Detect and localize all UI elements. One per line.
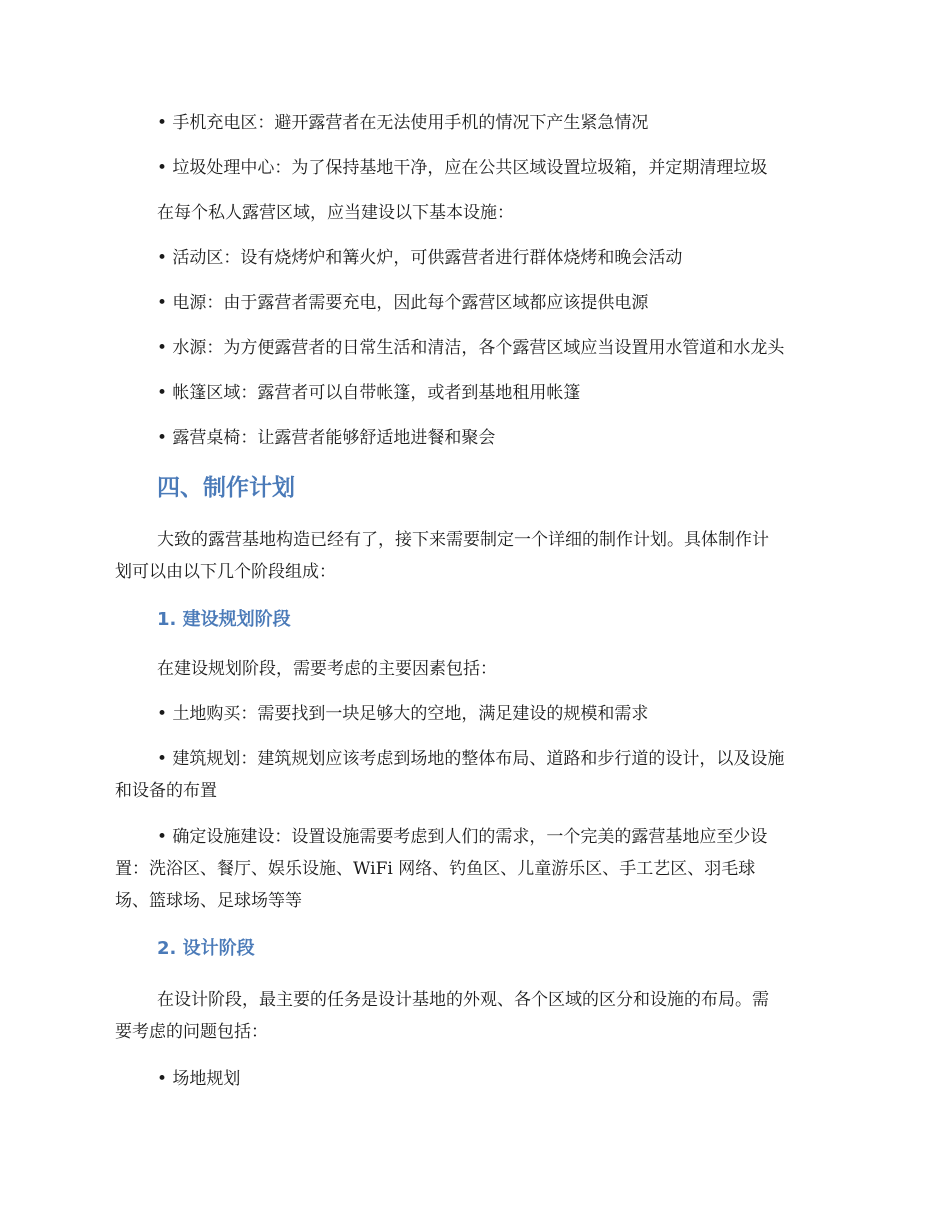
bullet-architecture-line2: 和设备的布置 bbox=[115, 781, 217, 801]
stage2-intro-line2: 要考虑的问题包括： bbox=[115, 1022, 268, 1042]
bullet-activity: • 活动区：设有烧烤炉和篝火炉，可供露营者进行群体烧烤和晚会活动 bbox=[157, 248, 683, 268]
bullet-phone-charging: • 手机充电区：避开露营者在无法使用手机的情况下产生紧急情况 bbox=[157, 113, 649, 133]
section-intro-line2: 划可以由以下几个阶段组成： bbox=[115, 562, 336, 582]
section-heading: 四、制作计划 bbox=[157, 475, 295, 501]
bullet-table: • 露营桌椅：让露营者能够舒适地进餐和聚会 bbox=[157, 428, 496, 448]
bullet-garbage: • 垃圾处理中心：为了保持基地干净，应在公共区域设置垃圾箱，并定期清理垃圾 bbox=[157, 158, 768, 178]
bullet-water: • 水源：为方便露营者的日常生活和清洁，各个露营区域应当设置用水管道和水龙头 bbox=[157, 338, 785, 358]
private-intro: 在每个私人露营区域，应当建设以下基本设施： bbox=[157, 203, 514, 223]
stage1-heading: 1. 建设规划阶段 bbox=[157, 609, 291, 630]
bullet-facility-line2: 置：洗浴区、餐厅、娱乐设施、WiFi 网络、钓鱼区、儿童游乐区、手工艺区、羽毛球 bbox=[115, 859, 756, 879]
bullet-facility-line1: • 确定设施建设：设置设施需要考虑到人们的需求，一个完美的露营基地应至少设 bbox=[157, 827, 768, 847]
bullet-architecture-line1: • 建筑规划：建筑规划应该考虑到场地的整体布局、道路和步行道的设计，以及设施 bbox=[157, 749, 785, 769]
section-intro-line1: 大致的露营基地构造已经有了，接下来需要制定一个详细的制作计划。具体制作计 bbox=[157, 530, 769, 550]
stage1-intro: 在建设规划阶段，需要考虑的主要因素包括： bbox=[157, 659, 497, 679]
stage2-intro-line1: 在设计阶段，最主要的任务是设计基地的外观、各个区域的区分和设施的布局。需 bbox=[157, 990, 769, 1010]
bullet-power: • 电源：由于露营者需要充电，因此每个露营区域都应该提供电源 bbox=[157, 293, 649, 313]
bullet-facility-line3: 场、篮球场、足球场等等 bbox=[115, 891, 302, 911]
bullet-land: • 土地购买：需要找到一块足够大的空地，满足建设的规模和需求 bbox=[157, 704, 649, 724]
bullet-site-planning: • 场地规划 bbox=[157, 1069, 241, 1089]
stage2-heading: 2. 设计阶段 bbox=[157, 938, 255, 959]
bullet-tent: • 帐篷区域：露营者可以自带帐篷，或者到基地租用帐篷 bbox=[157, 383, 581, 403]
